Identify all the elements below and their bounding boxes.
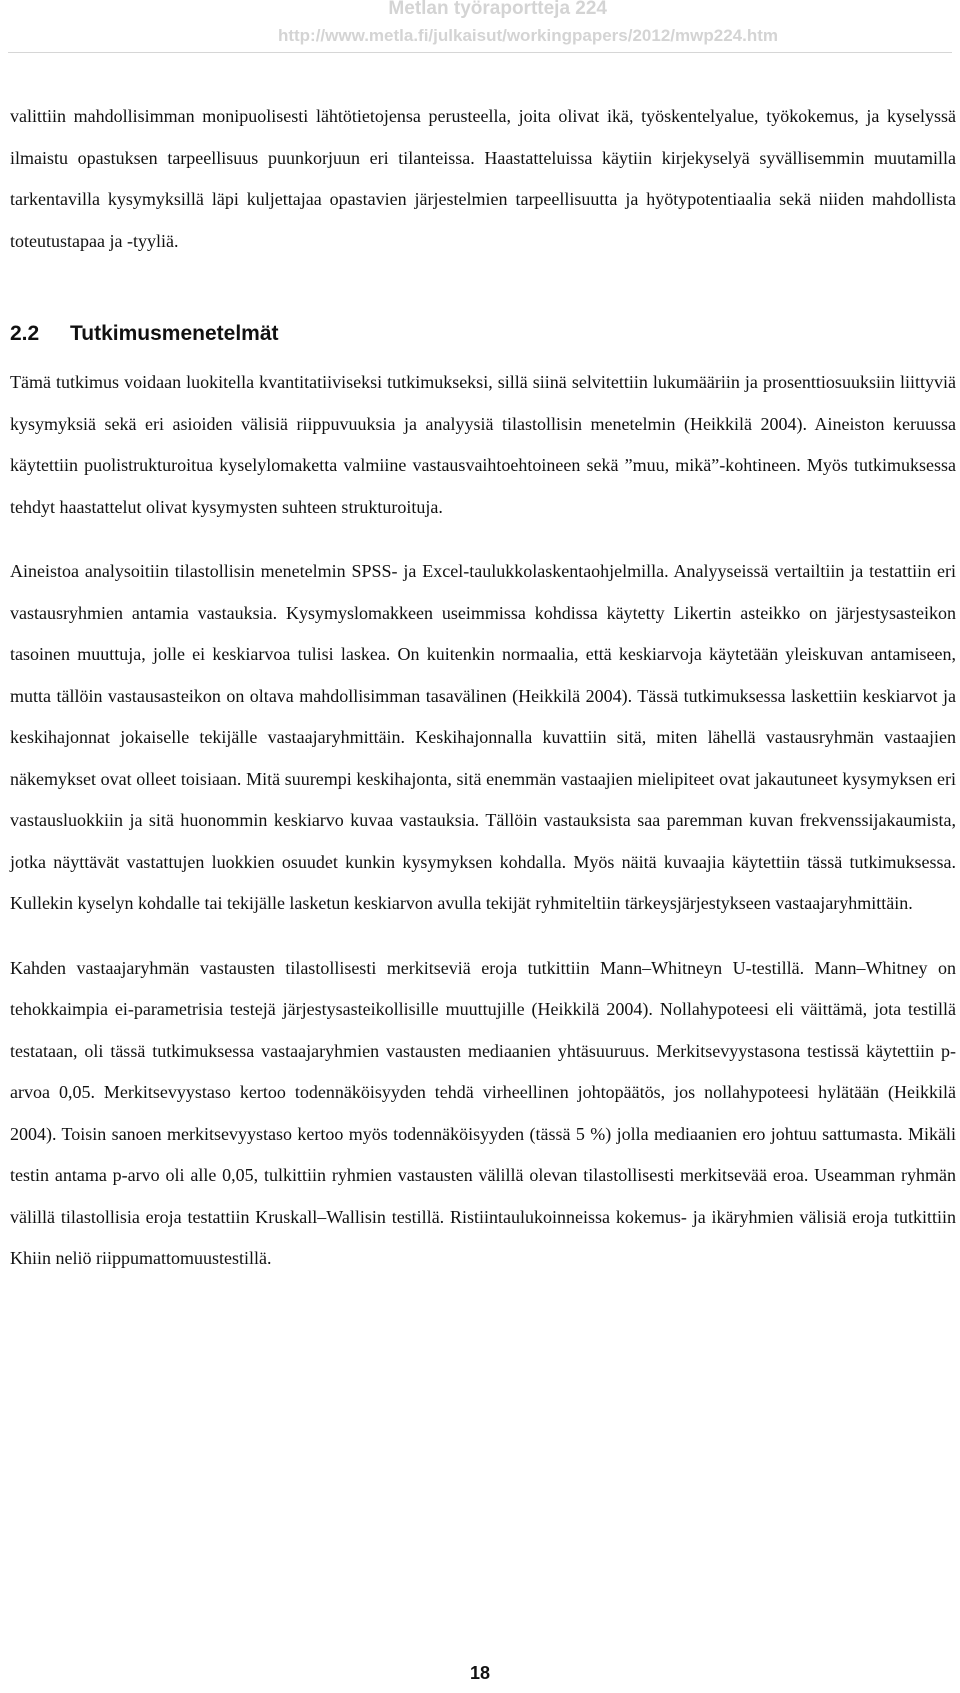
section-title: Tutkimusmenetelmät bbox=[70, 322, 279, 345]
section-heading bbox=[10, 316, 956, 352]
page-header bbox=[0, 0, 960, 54]
intro-paragraph: valittiin mahdollisimman monipuolisesti lähtötietojensa perusteella, joita olivat ikä, työskentelyalue, työkokemus, ja kyselyssä ilmaistu opastuksen tarpeellisuus puunkorjuun eri tilanteissa. Haastatteluissa käytiin kirjekyselyä syvällisemmin muutamilla tarkentavilla kysymyksillä läpi kuljettajaa opastavien järjestelmien tarpeellisuutta ja hyötypotentiaalia sekä niiden mahdollista toteutustapaa ja -tyyliä. bbox=[10, 106, 956, 251]
series-url[interactable]: http://www.metla.fi/julkaisut/workingpapers/2012/mwp224.htm bbox=[277, 26, 778, 45]
header-divider bbox=[8, 52, 952, 53]
paragraph-research-type: Tämä tutkimus voidaan luokitella kvantitatiiviseksi tutkimukseksi, sillä siinä selvitettiin lukumääriin ja prosenttiosuuksiin liittyviä kysymyksiä sekä eri asioiden välisiä riippuvuuksia ja analyysiä tilastollisin menetelmin (Heikkilä 2004). Aineiston keruussa käytettiin puolistrukturoitua kyselylomaketta valmiine vastausvaihtoehtoineen sekä ”muu, mikä”-kohtineen. Myös tutkimuksessa tehdyt haastattelut olivat kysymysten suhteen strukturoituja. bbox=[10, 372, 956, 517]
document-body bbox=[10, 96, 956, 1280]
paragraph-analysis-methods: Aineistoa analysoitiin tilastollisin menetelmin SPSS- ja Excel-taulukkolaskentaohjelmilla. Analyyseissä vertailtiin ja testattiin eri vastausryhmien antamia vastauksia. Kysymyslomakkeen useimmissa kohdissa käytetty Likertin asteikko on järjestysasteikon tasoinen muuttuja, jolle ei keskiarvoa tulisi laskea. On kuitenkin normaalia, että keskiarvoja käytetään yleiskuvan antamiseen, mutta tällöin vastausasteikon on oltava mahdollisimman tasavälinen (Heikkilä 2004). Tässä tutkimuksessa laskettiin keskiarvot ja keskihajonnat jokaiselle tekijälle vastaajaryhmittäin. Keskihajonnalla kuvattiin sitä, miten lähellä vastausryhmän vastaajien näkemykset ovat olleet toisiaan. Mitä suurempi keskihajonta, sitä enemmän vastaajien mielipiteet ovat jakautuneet kysymyksen eri vastausluokkiin ja sitä huonommin keskiarvo kuvaa vastauksia. Tällöin vastauksista saa paremman kuvan frekvenssijakaumista, jotka näyttävät vastattujen luokkien osuudet kunkin kysymyksen kohdalla. Myös näitä kuvaajia käytettiin tässä tutkimuksessa. Kullekin kyselyn kohdalle tai tekijälle lasketun keskiarvon avulla tekijät ryhmiteltiin tärkeysjärjestykseen vastaajaryhmittäin. bbox=[10, 561, 956, 913]
series-title: Metlan työraportteja 224 bbox=[388, 0, 607, 19]
paragraph-statistical-tests: Kahden vastaajaryhmän vastausten tilastollisesti merkitseviä eroja tutkittiin Mann–Whitneyn U-testillä. Mann–Whitney on tehokkaimpia ei-parametrisia testejä järjestysasteikollisille muuttujille (Heikkilä 2004). Nollahypoteesi eli väittämä, jota testillä testataan, oli tässä tutkimuksessa vastaajaryhmien vastausten mediaanien yhtäsuuruus. Merkitsevyystasona testissä käytettiin p-arvoa 0,05. Merkitsevyystaso kertoo todennäköisyyden tehdä virheellinen johtopäätös, jos nollahypoteesi hylätään (Heikkilä 2004). Toisin sanoen merkitsevyystaso kertoo myös todennäköisyyden (tässä 5 %) jolla mediaanien ero johtuu sattumasta. Mikäli testin antama p-arvo oli alle 0,05, tulkittiin ryhmien vastausten välillä olevan tilastollisesti merkitsevää eroa. Useamman ryhmän välillä tilastollisia eroja testattiin Kruskall–Wallisin testillä. Ristiintaulukoinneissa kokemus- ja ikäryhmien välisiä eroja tutkittiin Khiin neliö riippumattomuustestillä. bbox=[10, 957, 956, 1268]
section-number: 2.2 bbox=[10, 322, 40, 345]
page-number: 18 bbox=[469, 1663, 491, 1683]
